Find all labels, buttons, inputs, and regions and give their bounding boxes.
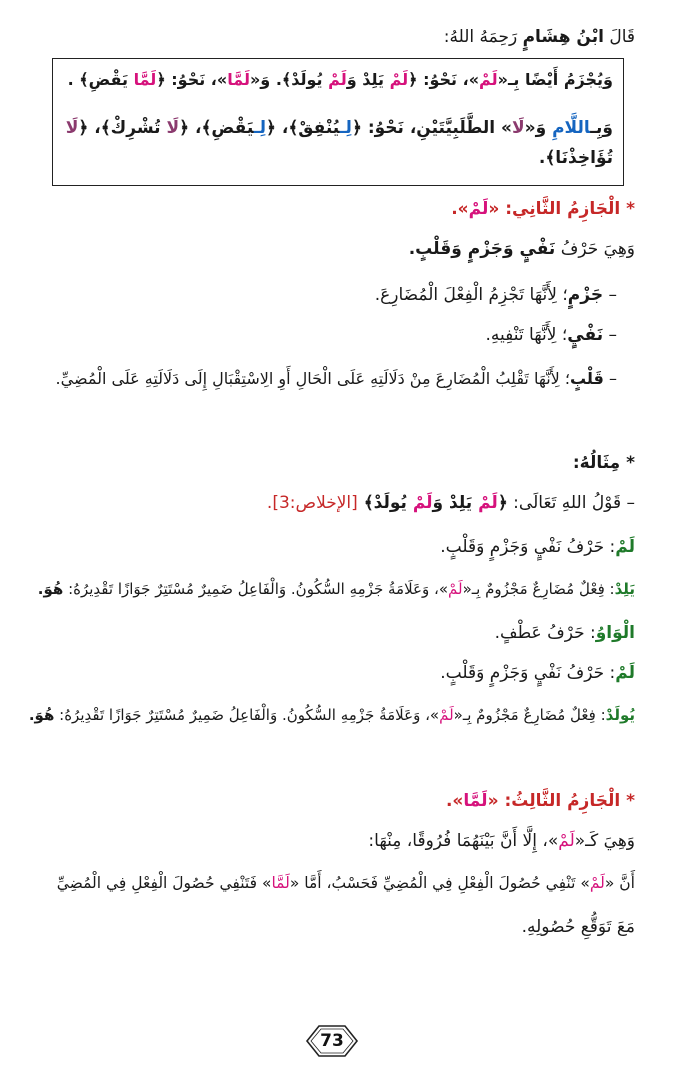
text-segment: »، نَحْوُ: ﴿ [408, 70, 480, 89]
third-jazim-intro [20, 828, 635, 854]
text-segment: يَلِدْ وَ [346, 70, 390, 89]
text-segment: – [603, 285, 617, 305]
intro-prefix: قَالَ [603, 27, 635, 47]
text-segment: لَا [166, 118, 180, 138]
text-segment: ؛ لِأَنَّهَا تَجْزِمُ الْفِعْلَ الْمُضَارِعَ. [374, 285, 568, 305]
text-segment: هُوَ. [37, 580, 64, 598]
text-segment: لَمَّا [227, 70, 250, 89]
text-segment: لَمْ [389, 70, 409, 89]
text-segment: تُؤَاخِذْنَا﴾. [538, 148, 613, 168]
quote-line-2 [63, 115, 613, 141]
text-segment: – [603, 369, 617, 388]
text-segment: تُشْرِكْ﴾، ﴿ [78, 118, 167, 138]
bullet-qalb [20, 366, 617, 392]
text-segment: لَمْ [439, 706, 454, 724]
text-segment: * الْجَازِمُ الثَّالِثُ: « [487, 791, 635, 811]
text-segment: ». [445, 791, 464, 811]
text-segment: وَيُجْزَمُ أَيْضًا بِـ« [497, 70, 613, 89]
text-segment: : فِعْلٌ مُضَارِعٌ مَجْزُومٌ بِـ« [462, 580, 615, 598]
text-segment: لَمَّا [271, 874, 290, 892]
parse-line-yalid [20, 576, 635, 602]
parse-line-lam-1 [20, 534, 635, 560]
intro-suffix: رَحِمَهُ اللهُ: [443, 27, 523, 47]
text-segment: لَمْ [615, 537, 635, 557]
text-segment: لَمْ [478, 493, 498, 513]
text-segment: وَبِـ [590, 118, 613, 138]
difference-paragraph-line-2: مَعَ تَوَقُّعِ حُصُولِهِ. [521, 917, 635, 937]
text-segment: نَفْيٍ وَجَزْمٍ وَقَلْبٍ. [408, 239, 556, 259]
example-verse [20, 490, 635, 516]
page-number-badge [305, 1024, 359, 1058]
section-heading-third-jazim [20, 788, 635, 814]
text-segment: يَقْضِ﴾، ﴿ [179, 118, 254, 138]
text-segment: لَمْ [615, 663, 635, 683]
quote-line-3 [63, 145, 613, 171]
parse-line-waw [20, 620, 635, 646]
quote-line-1 [63, 67, 613, 93]
text-segment: وَهِيَ كَـ« [574, 831, 635, 851]
author-name: ابْنُ هِشَامٍ [522, 27, 604, 47]
bullet-jazm [20, 282, 617, 308]
text-segment: لِـ [253, 118, 266, 138]
difference-paragraph-line-1 [20, 870, 635, 896]
text-segment: لَمْ [479, 70, 498, 89]
text-segment: يَقْضِ﴾ . [67, 70, 134, 89]
text-segment: » فَتَنْفِي حُصُولَ الْفِعْلِ فِي الْمُضِيِّ [56, 874, 272, 892]
second-jazim-intro [20, 236, 635, 262]
text-segment: : حَرْفُ نَفْيٍ وَجَزْمٍ وَقَلْبٍ. [440, 663, 616, 683]
text-segment: – قَوْلُ اللهِ تَعَالَى: [507, 493, 635, 513]
example-heading: * مِثَالُهُ: [572, 453, 635, 473]
text-segment: لَمْ [468, 199, 489, 219]
text-segment: : فِعْلٌ مُضَارِعٌ مَجْزُومٌ بِـ« [453, 706, 606, 724]
text-segment: ». [451, 199, 469, 219]
text-segment: نَفْيٍ [567, 325, 604, 345]
text-segment: أَنَّ « [604, 874, 635, 892]
text-segment: يُولَدْ﴾ [357, 493, 413, 513]
text-segment: : حَرْفُ عَطْفٍ. [494, 623, 596, 643]
text-segment: لَمَّا [463, 791, 488, 811]
text-segment: يَلِدْ وَ [432, 493, 479, 513]
text-segment: »، وَعَلَامَةُ جَزْمِهِ السُّكُونُ. وَالْفَاعِلُ ضَمِيرٌ مُسْتَتِرٌ جَوَازًا تَقْدِيرُهُ: [54, 706, 440, 724]
text-segment: لَمْ [589, 874, 605, 892]
text-segment: جَزْمٍ [567, 285, 604, 305]
text-segment: يَلِدْ [614, 580, 635, 598]
text-segment: ﴿ [497, 493, 508, 513]
matn-quote-box [52, 58, 624, 186]
text-segment: » تَنْفِي حُصُولَ الْفِعْلِ فِي الْمُضِيِّ فَحَسْبُ، أَمَّا « [289, 874, 590, 892]
text-segment: لَا [511, 118, 525, 138]
text-segment: وَ« [524, 118, 553, 138]
text-segment: هُوَ. [28, 706, 55, 724]
text-segment: : حَرْفُ نَفْيٍ وَجَزْمٍ وَقَلْبٍ. [440, 537, 616, 557]
text-segment: لَمْ [328, 70, 347, 89]
text-segment: * الْجَازِمُ الثَّانِي: « [488, 199, 635, 219]
text-segment: » الطَّلَبِيَّتَيْنِ، نَحْوُ: ﴿ [351, 118, 512, 138]
text-segment: لَمْ [412, 493, 433, 513]
parse-line-lam-2 [20, 660, 635, 686]
author-intro [20, 24, 635, 50]
text-segment: ؛ لِأَنَّهَا تَقْلِبُ الْمُضَارِعَ مِنْ دَلَالَتِهِ عَلَى الْحَالِ أَوِ الِاسْتِقْبَالِ إِلَى دَلَالَتِهِ عَلَى الْمُضِيِّ. [55, 369, 570, 388]
text-segment: ؛ لِأَنَّهَا تَنْفِيهِ. [485, 325, 568, 345]
text-segment: يُنْفِقْ﴾، ﴿ [265, 118, 340, 138]
text-segment: [الإخلاص:3]. [266, 493, 358, 513]
page-number: 73 [320, 1031, 344, 1051]
text-segment: يُولَدْ﴾. وَ« [249, 70, 329, 89]
parse-line-yulad [20, 702, 635, 728]
text-segment: وَهِيَ حَرْفُ [555, 239, 635, 259]
text-segment: الْوَاوُ [595, 623, 635, 643]
text-segment: قَلْبٍ [569, 369, 604, 388]
text-segment: لَمَّا [133, 70, 157, 89]
text-segment: لَمْ [558, 831, 575, 851]
bullet-nafy [20, 322, 617, 348]
text-segment: اللَّامِ [552, 118, 591, 138]
text-segment: لِـ [339, 118, 352, 138]
text-segment: »، وَعَلَامَةُ جَزْمِهِ السُّكُونُ. وَالْفَاعِلُ ضَمِيرٌ مُسْتَتِرٌ جَوَازًا تَقْدِيرُهُ: [63, 580, 449, 598]
text-segment: »، نَحْوُ: ﴿ [156, 70, 228, 89]
text-segment: لَمْ [448, 580, 463, 598]
text-segment: لَا [65, 118, 79, 138]
section-heading-second-jazim [20, 196, 635, 222]
text-segment: يُولَدْ [605, 706, 635, 724]
text-segment: »، إِلَّا أَنَّ بَيْنَهُمَا فُرُوقًا، مِنْهَا: [368, 831, 559, 851]
text-segment: – [603, 325, 617, 345]
